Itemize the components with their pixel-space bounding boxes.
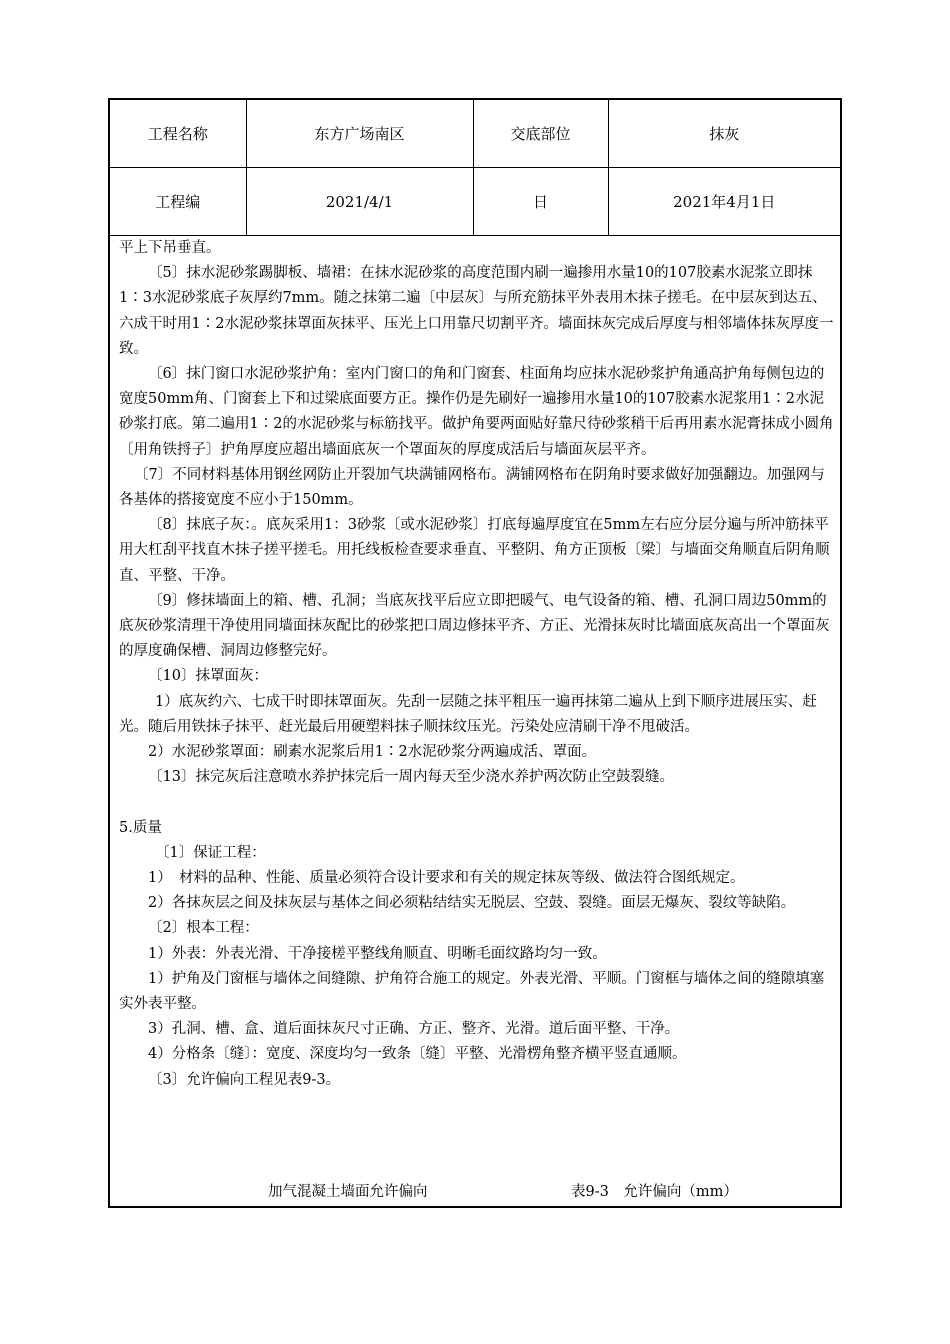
- header-row-1: [110, 100, 840, 168]
- date-value: 2021年4月1日: [608, 168, 840, 236]
- paragraph: 〔6〕抹门窗口水泥砂浆护角：室内门窗口的角和门窗套、柱面角均应抹水泥砂浆护角通高护角每侧包边的宽度50mm角、门窗套上下和过梁底面要方正。操作仍是先刷好一遍掺用水量10的107胶素水泥浆用1∶2水泥砂浆打底。第二遍用1∶2的水泥砂浆与标筋找平。做护角要两面贴好靠尺待砂浆稍干后再用素水泥膏抹成小圆角〔用角铁捋子〕护角厚度应超出墙面底灰一个罩面灰的厚度成活后与墙面灰层平齐。: [119, 366, 834, 458]
- disclosure-part-value: 抹灰: [608, 100, 840, 168]
- paragraph: 〔9〕修抹墙面上的箱、槽、孔洞；当底灰找平后应立即把暖气、电气设备的箱、槽、孔洞口周边50mm的底灰砂浆清理干净使用同墙面抹灰配比的砂浆把口周边修抹平齐、方正、光滑抹灰时比墙面底灰高出一个罩面灰的厚度确保槽、洞周边修整完好。: [119, 592, 830, 660]
- paragraph: 平上下吊垂直。: [119, 240, 221, 256]
- table-caption-title: 加气混凝土墙面允许偏向: [268, 1184, 428, 1200]
- header-row-2: [110, 168, 840, 236]
- disclosure-part-label: 交底部位: [473, 100, 608, 168]
- project-name-label: 工程名称: [110, 100, 246, 168]
- table-caption-number: 表9-3 允许偏向（mm）: [571, 1184, 738, 1200]
- body-text: [119, 236, 835, 1093]
- paragraph: 1）外表：外表光滑、干净接槎平整线角顺直、明晰毛面纹路均匀一致。: [148, 945, 607, 962]
- project-code-label: 工程编: [110, 168, 246, 236]
- paragraph: 〔5〕抹水泥砂浆踢脚板、墙裙：在抹水泥砂浆的高度范围内刷一遍掺用水量10的107胶素水泥浆立即抹1∶3水泥砂浆底子灰厚约7mm。随之抹第二遍〔中层灰〕与所充筋抹平外表用木抹子搓毛。在中层灰到达五、六成干时用1∶2水泥砂浆抹罩面灰抹平、压光上口用靠尺切割平齐。墙面抹灰完成后厚度与相邻墙体抹灰厚度一致。: [119, 265, 834, 357]
- paragraph: 2）水泥砂浆罩面：刷素水泥浆后用1∶2水泥砂浆分两遍成活、罩面。: [148, 744, 597, 761]
- spacer: [119, 790, 835, 815]
- paragraph: 〔7〕不同材料基体用钢丝网防止开裂加气块满铺网格布。满铺网格布在阴角时要求做好加强翻边。加强网与各基体的搭接宽度不应小于150mm。: [119, 466, 825, 509]
- paragraph: 2）各抹灰层之间及抹灰层与基体之间必须粘结结实无脱层、空鼓、裂缝。面层无爆灰、裂纹等缺陷。: [148, 895, 796, 912]
- paragraph: 〔10〕抹罩面灰：: [148, 668, 268, 685]
- paragraph: 〔3〕允许偏向工程见表9-3。: [148, 1071, 341, 1088]
- paragraph: 1） 材料的品种、性能、质量必须符合设计要求和有关的规定抹灰等级、做法符合图纸规定。: [148, 870, 745, 887]
- paragraph: 〔13〕抹完灰后注意喷水养护抹完后一周内每天至少浇水养护两次防止空鼓裂缝。: [148, 769, 674, 786]
- project-name-value: 东方广场南区: [246, 100, 473, 168]
- paragraph: 〔1〕保证工程：: [155, 844, 266, 861]
- date-label: 日: [473, 168, 608, 236]
- paragraph: 〔2〕根本工程：: [148, 920, 259, 937]
- paragraph: 〔8〕抹底子灰：。底灰采用1：3砂浆〔或水泥砂浆〕打底每遍厚度宜在5mm左右应分层分遍与所冲筋抹平用大杠刮平找直木抹子搓平搓毛。用托线板检查要求垂直、平整阴、角方正顶板〔梁〕与墙面交角顺直后阴角顺直、平整、干净。: [119, 517, 830, 584]
- header-table: [110, 100, 840, 236]
- document-sheet: [108, 98, 842, 1208]
- project-code-value: 2021/4/1: [246, 168, 473, 236]
- section-heading: 5.质量: [119, 819, 162, 836]
- paragraph: 3）孔洞、槽、盒、道后面抹灰尺寸正确、方正、整齐、光滑。道后面平整、干净。: [148, 1021, 680, 1038]
- paragraph: 1）护角及门窗框与墙体之间缝隙、护角符合施工的规定。外表光滑、平顺。门窗框与墙体之间的缝隙填塞实外表平整。: [119, 970, 825, 1013]
- paragraph: 4）分格条〔缝〕：宽度、深度均匀一致条〔缝〕平整、光滑楞角整齐横平竖直通顺。: [148, 1046, 687, 1063]
- paragraph: 1）底灰约六、七成干时即抹罩面灰。先刮一层随之抹平粗压一遍再抹第二遍从上到下顺序进展压实、赶光。随后用铁抹子抹平、赶光最后用硬塑料抹子顺抹纹压光。污染处应清刷干净不甩破活。: [119, 693, 817, 735]
